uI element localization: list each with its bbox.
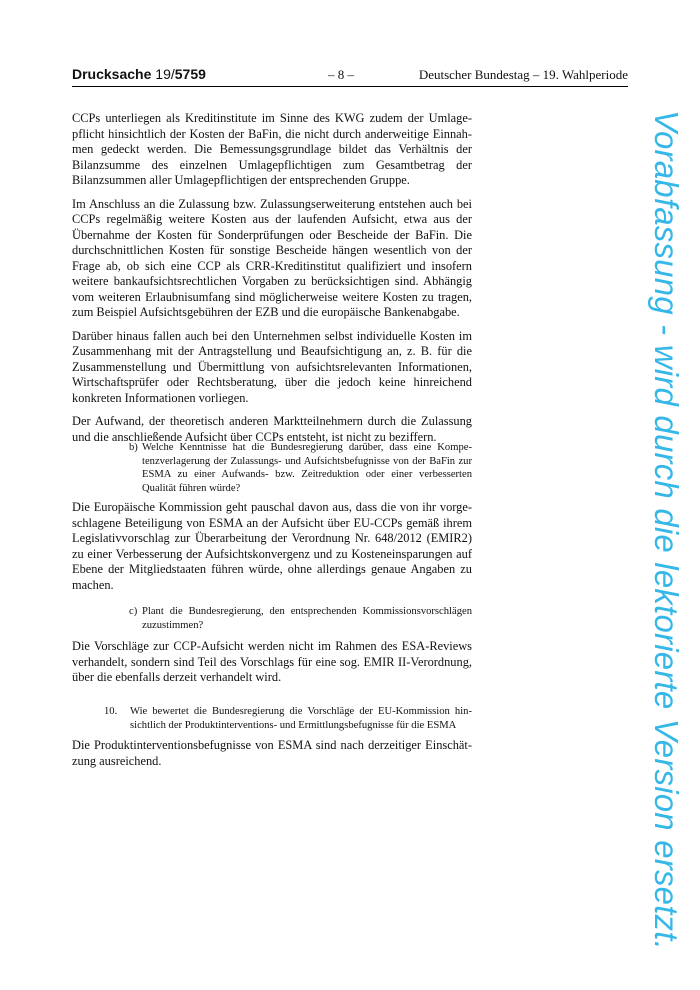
question-b <box>129 441 472 495</box>
answer-b <box>72 500 472 601</box>
paragraph: Der Aufwand, der theoretisch anderen Marktteilnehmern durch die Zulassung und die anschließende Aufsicht über CCPs entsteht, ist nicht zu beziffern. <box>72 414 472 444</box>
answer-text: Die Vorschläge zur CCP-Aufsicht werden nicht im Rahmen des ESA-Reviews verhandelt, sondern sind Teil des Vorschlags für eine sog. EMIR II-Verordnung, über die ebenfalls derzeit verhandelt wird. <box>72 639 472 684</box>
body-text <box>72 111 472 453</box>
watermark-text: Vorabfassung - wird durch die lektorierte Version ersetzt. <box>648 110 685 951</box>
question-label: c) <box>129 606 138 617</box>
answer-c <box>72 639 472 694</box>
question-label: b) <box>129 442 138 453</box>
paragraph: CCPs unterliegen als Kreditinstitute im Sinne des KWG zudem der Umlagepflicht hinsichtlich der Kosten der BaFin, die nicht durch anderweitige Einnahmen gedeckt werden. Die Bemessungsgrundlage bildet das Verhältnis der Bilanzsumme des einzelnen Umlagepflichtigen zum Gesamtbetrag der Bilanzsummen aller Umlagepflichtigen der entsprechenden Gruppe. <box>72 111 472 187</box>
question-c <box>129 605 472 632</box>
answer-10 <box>72 738 472 777</box>
paragraph: Darüber hinaus fallen auch bei den Unternehmen selbst individuelle Kosten im Zusammenhang mit der Antragstellung und Beaufsichtigung an, z. B. für die Zusammenstellung und Übermittlung von aufsichtsrelevanten Informationen, Wirtschaftsprüfer oder Rechtsberatung, über die jedoch keine hinreichend konkreten Informationen vorliegen. <box>72 328 472 405</box>
institution-label: Deutscher Bundestag – 19. Wahlperiode <box>418 67 628 82</box>
doc-number-main: 5759 <box>174 66 206 82</box>
header-rule <box>72 86 628 87</box>
doc-label: Drucksache <box>72 66 152 82</box>
answer-text: Die Europäische Kommission geht pauschal davon aus, dass die von ihr vorgeschlagene Beteiligung von ESMA an der Aufsicht über EU-CCPs gemäß ihrem Legislativvorschlag zur Überarbeitung der Verordnung Nr. 648/2012 (EMIR2) zu einer Verbesserung der Aufsichtskonvergenz und zu Kosteneinsparungen auf Ebene der Mitgliedstaaten führen würde, ohne allerdings genaue Angaben zu machen. <box>72 500 472 592</box>
paragraph: Im Anschluss an die Zulassung bzw. Zulassungserweiterung entstehen auch bei CCPs regelmäßig weitere Kosten aus der laufenden Aufsicht, etwa aus der Übernahme der Kosten für Sonderprüfungen oder Bescheide der BaFin. Die durchschnittlichen Kosten für sonstige Bescheide hängen wesentlich von der Frage ab, ob sich eine CCP als CRR-Kreditinstitut qualifiziert und insofern weitere bankaufsichtsrechtlichen Vorgaben zu berücksichtigen sind. Abhängig vom weiteren Erlaubnisumfang sind möglicherweise weitere Kosten zu tragen, zum Beispiel Aufsichtsgebühren der EZB und die europäische Bankenabgabe. <box>72 196 472 319</box>
document-number <box>72 66 206 82</box>
doc-number-prefix: 19/ <box>155 66 175 82</box>
question-10 <box>104 705 472 732</box>
page-number: – 8 – <box>328 67 354 82</box>
page-header <box>72 66 628 86</box>
question-text: Plant die Bundesregierung, den entsprechenden Kommissionsvorschlägen zuzustimmen? <box>142 606 472 631</box>
question-label: 10. <box>104 706 118 717</box>
question-text: Wie bewertet die Bundesregierung die Vorschläge der EU-Kommission hinsichtlich der Produktinterventions- und Ermittlungsbefugnisse für die ESMA <box>130 706 472 731</box>
answer-text: Die Produktinterventionsbefugnisse von ESMA sind nach derzeitiger Einschätzung ausreichend. <box>72 738 472 768</box>
question-text: Welche Kenntnisse hat die Bundesregierung darüber, dass eine Kompetenzverlagerung der Zulassungs- und Aufsichtsbefugnisse von der BaFin zur ESMA zu einer Aufwands- bzw. Zeitreduktion oder einer verbesserten Qualität führen würde? <box>142 442 472 494</box>
draft-watermark <box>640 110 700 951</box>
